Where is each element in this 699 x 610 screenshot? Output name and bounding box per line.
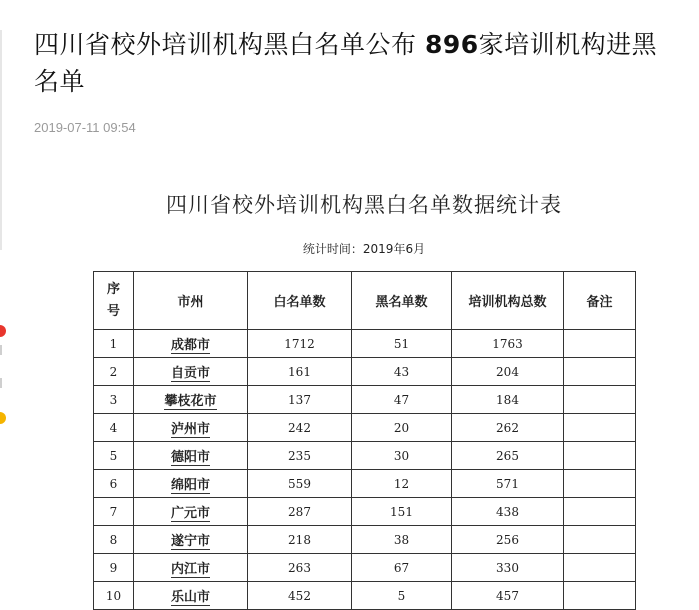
cell-seq: 1 (94, 330, 134, 358)
cell-seq: 4 (94, 414, 134, 442)
cell-total: 438 (452, 498, 564, 526)
cell-white-count: 1712 (248, 330, 352, 358)
header-note: 备注 (564, 272, 636, 330)
cell-white-count: 287 (248, 498, 352, 526)
cell-city (134, 414, 248, 442)
cell-city (134, 358, 248, 386)
left-rail (0, 0, 6, 592)
table-row (94, 330, 636, 358)
cell-black-count: 30 (352, 442, 452, 470)
cell-note (564, 442, 636, 470)
cell-total: 1763 (452, 330, 564, 358)
cell-white-count: 161 (248, 358, 352, 386)
cell-city (134, 526, 248, 554)
header-city: 市州 (134, 272, 248, 330)
cell-white-count: 235 (248, 442, 352, 470)
cell-seq: 9 (94, 554, 134, 582)
cell-note (564, 498, 636, 526)
cell-white-count: 452 (248, 582, 352, 610)
cell-black-count: 38 (352, 526, 452, 554)
cell-seq: 2 (94, 358, 134, 386)
cell-white-count: 242 (248, 414, 352, 442)
header-black-count: 黑名单数 (352, 272, 452, 330)
publish-date: 2019-07-11 09:54 (34, 120, 136, 135)
cell-white-count: 218 (248, 526, 352, 554)
rail-separator (0, 345, 2, 355)
cell-seq: 3 (94, 386, 134, 414)
cell-city (134, 330, 248, 358)
city-link[interactable]: 绵阳市 (170, 478, 210, 493)
cell-black-count: 67 (352, 554, 452, 582)
table-row (94, 498, 636, 526)
header-white-count: 白名单数 (248, 272, 352, 330)
cell-black-count: 12 (352, 470, 452, 498)
cell-note (564, 358, 636, 386)
city-link[interactable]: 成都市 (170, 338, 210, 353)
cell-black-count: 51 (352, 330, 452, 358)
table-row (94, 386, 636, 414)
header-seq-line1: 序 (106, 281, 120, 297)
header-seq (94, 272, 134, 330)
cell-total: 204 (452, 358, 564, 386)
cell-white-count: 137 (248, 386, 352, 414)
cell-note (564, 470, 636, 498)
cell-black-count: 5 (352, 582, 452, 610)
cell-total: 262 (452, 414, 564, 442)
cell-seq: 8 (94, 526, 134, 554)
cell-seq: 6 (94, 470, 134, 498)
table-row (94, 442, 636, 470)
cell-city (134, 498, 248, 526)
cell-total: 184 (452, 386, 564, 414)
table-row (94, 526, 636, 554)
cell-note (564, 330, 636, 358)
cell-total: 571 (452, 470, 564, 498)
title-count: 896 (424, 30, 479, 59)
table-row (94, 470, 636, 498)
cell-white-count: 263 (248, 554, 352, 582)
rail-separator (0, 378, 2, 388)
cell-city (134, 386, 248, 414)
table-row (94, 414, 636, 442)
table-title: 四川省校外培训机构黑白名单数据统计表 (166, 193, 562, 217)
cell-note (564, 414, 636, 442)
cell-note (564, 582, 636, 610)
cell-black-count: 47 (352, 386, 452, 414)
stats-table (93, 271, 636, 610)
cell-city (134, 442, 248, 470)
cell-total: 265 (452, 442, 564, 470)
title-text-prefix: 四川省校外培训机构黑白名单公布 (34, 30, 425, 59)
table-row (94, 582, 636, 610)
table-subtitle: 统计时间：2019年6月 (302, 242, 426, 256)
cell-white-count: 559 (248, 470, 352, 498)
cell-city (134, 554, 248, 582)
cell-city (134, 470, 248, 498)
header-seq-line2: 号 (106, 303, 120, 319)
table-row (94, 554, 636, 582)
share-qzone-icon[interactable] (0, 412, 6, 424)
city-link[interactable]: 内江市 (170, 562, 210, 577)
city-link[interactable]: 泸州市 (170, 422, 210, 437)
cell-black-count: 43 (352, 358, 452, 386)
cell-seq: 10 (94, 582, 134, 610)
cell-seq: 5 (94, 442, 134, 470)
city-link[interactable]: 攀枝花市 (164, 394, 217, 409)
city-link[interactable]: 遂宁市 (170, 534, 210, 549)
title-text-suffix: 家培训机构进黑名单 (34, 30, 658, 96)
cell-note (564, 526, 636, 554)
cell-city (134, 582, 248, 610)
share-weibo-icon[interactable] (0, 325, 6, 337)
city-link[interactable]: 德阳市 (170, 450, 210, 465)
cell-black-count: 20 (352, 414, 452, 442)
cell-total: 457 (452, 582, 564, 610)
city-link[interactable]: 自贡市 (170, 366, 210, 381)
article-title (34, 26, 674, 100)
cell-seq: 7 (94, 498, 134, 526)
header-total: 培训机构总数 (452, 272, 564, 330)
cell-total: 256 (452, 526, 564, 554)
cell-total: 330 (452, 554, 564, 582)
city-link[interactable]: 广元市 (170, 506, 210, 521)
table-header-row (94, 272, 636, 330)
cell-note (564, 386, 636, 414)
table-row (94, 358, 636, 386)
cell-black-count: 151 (352, 498, 452, 526)
cell-note (564, 554, 636, 582)
city-link[interactable]: 乐山市 (170, 590, 210, 605)
